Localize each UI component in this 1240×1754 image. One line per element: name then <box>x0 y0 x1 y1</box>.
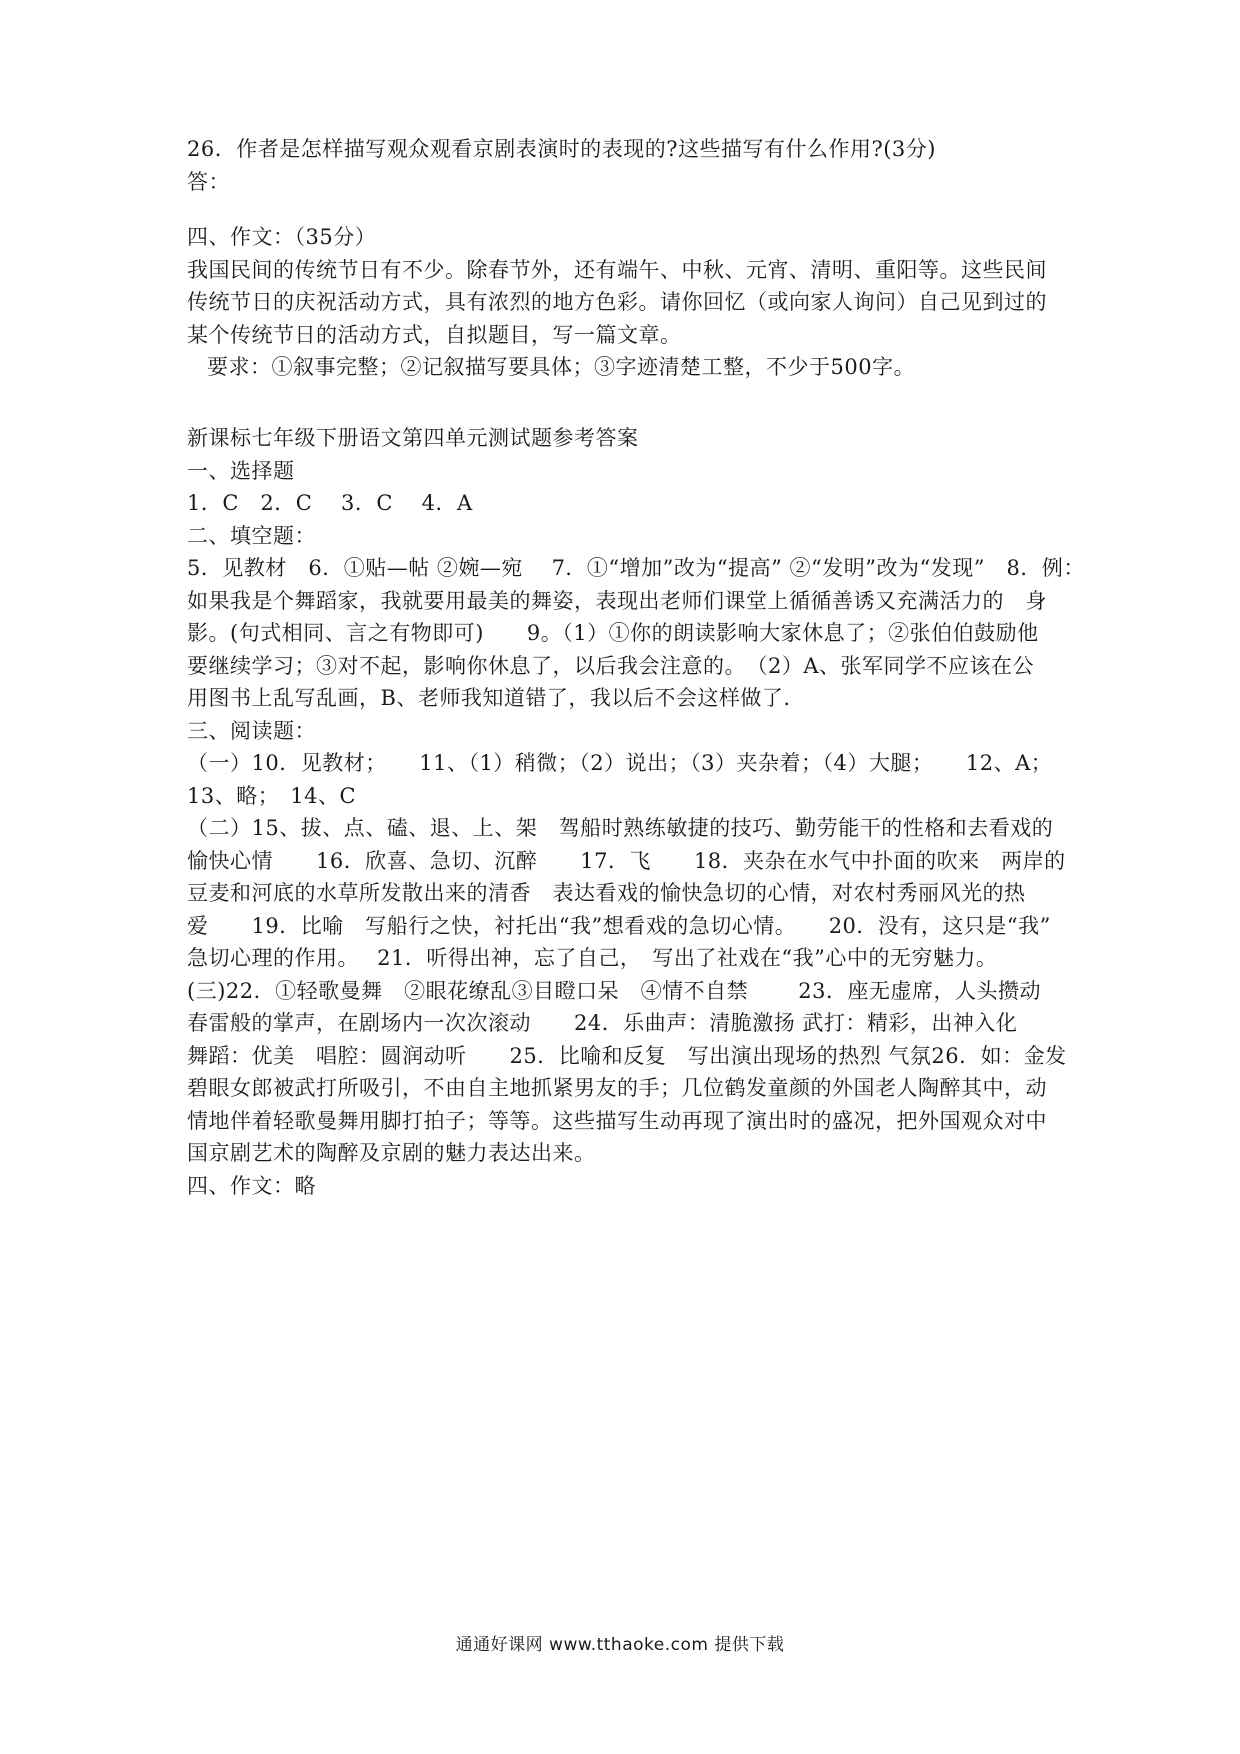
answer-line: 如果我是个舞蹈家，我就要用最美的舞姿，表现出老师们课堂上循循善诱又充满活力的 身 <box>187 588 1047 613</box>
composition-line: 传统节日的庆祝活动方式，具有浓烈的地方色彩。请你回忆（或向家人询问）自己见到过的 <box>187 290 1047 314</box>
answer-line: （二）15、拔、点、磕、退、上、架 驾船时熟练敏捷的技巧、勤劳能干的性格和去看戏的 <box>187 816 1054 840</box>
answer-line: 豆麦和河底的水草所发散出来的清香 表达看戏的愉快急切的心情，对农村秀丽风光的热 <box>187 881 1026 905</box>
composition-heading: 四、作文：（35分） <box>187 225 377 249</box>
question-26-section <box>187 133 1057 198</box>
composition-line: 我国民间的传统节日有不少。除春节外，还有端午、中秋、元宵、清明、重阳等。这些民间 <box>187 257 1047 282</box>
answer-key-section <box>187 422 1085 1202</box>
answer-key-title: 新课标七年级下册语文第四单元测试题参考答案 <box>187 426 639 450</box>
answer-line: 5．见教材 6．①贴—帖 ②婉—宛 7．①“增加”改为“提高” ②“发明”改为“发现” 8．例： <box>187 556 1085 580</box>
answer-line: 春雷般的掌声，在剧场内一次次滚动 24．乐曲声：清脆激扬 武打：精彩，出神入化 <box>187 1011 1018 1035</box>
question-26-prompt: 26．作者是怎样描写观众观看京剧表演时的表现的?这些描写有什么作用?(3分) <box>187 137 936 161</box>
answer-line: 三、阅读题： <box>187 718 316 743</box>
answer-line: 一、选择题 <box>187 458 295 483</box>
answer-line: 愉快心情 16．欣喜、急切、沉醉 17．飞 18．夹杂在水气中扑面的吹来 两岸的 <box>187 848 1066 873</box>
answer-line: 爱 19．比喻 写船行之快，衬托出“我”想看戏的急切心情。 20．没有，这只是“我” <box>187 913 1051 938</box>
composition-line: 某个传统节日的活动方式，自拟题目，写一篇文章。 <box>187 322 682 347</box>
answer-line: 用图书上乱写乱画，B、老师我知道错了，我以后不会这样做了. <box>187 686 791 710</box>
answer-line: 影。(句式相同、言之有物即可) 9。（1）①你的朗读影响大家休息了；②张伯伯鼓励他 <box>187 621 1039 645</box>
composition-requirement: 要求：①叙事完整；②记叙描写要具体；③字迹清楚工整，不少于500字。 <box>207 355 916 379</box>
composition-section <box>187 221 1057 384</box>
answer-line: （一）10．见教材； 11、（1）稍微；（2）说出；（3）夹杂着；（4）大腿； 12、A； <box>187 751 1053 775</box>
answer-line: 1．C 2．C 3．C 4．A <box>187 491 473 515</box>
answer-line: 四、作文：略 <box>187 1173 316 1198</box>
answer-line: 碧眼女郎被武打所吸引，不由自主地抓紧男友的手；几位鹤发童颜的外国老人陶醉其中，动 <box>187 1076 1047 1100</box>
answer-line: 急切心理的作用。 21．听得出神，忘了自己， 写出了社戏在“我”心中的无穷魅力。 <box>187 946 998 970</box>
answer-line: 要继续学习；③对不起，影响你休息了，以后我会注意的。 （2）A、张军同学不应该在公 <box>187 653 1035 678</box>
question-26-answer-label: 答： <box>187 169 230 194</box>
page-footer: 通通好课网 www.tthaoke.com 提供下载 <box>455 1635 785 1655</box>
answer-line: 情地伴着轻歌曼舞用脚打拍子；等等。这些描写生动再现了演出时的盛况，把外国观众对中 <box>187 1108 1047 1133</box>
answer-line: 舞蹈：优美 唱腔：圆润动听 25．比喻和反复 写出演出现场的热烈 气氛26．如：金发 <box>187 1043 1067 1068</box>
answer-line: 13、略； 14、C <box>187 783 357 808</box>
answer-line: (三)22．①轻歌曼舞 ②眼花缭乱③目瞪口呆 ④情不自禁 23．座无虚席，人头攒动 <box>187 978 1042 1003</box>
answer-line: 二、填空题： <box>187 523 316 548</box>
answer-line: 国京剧艺术的陶醉及京剧的魅力表达出来。 <box>187 1141 596 1165</box>
